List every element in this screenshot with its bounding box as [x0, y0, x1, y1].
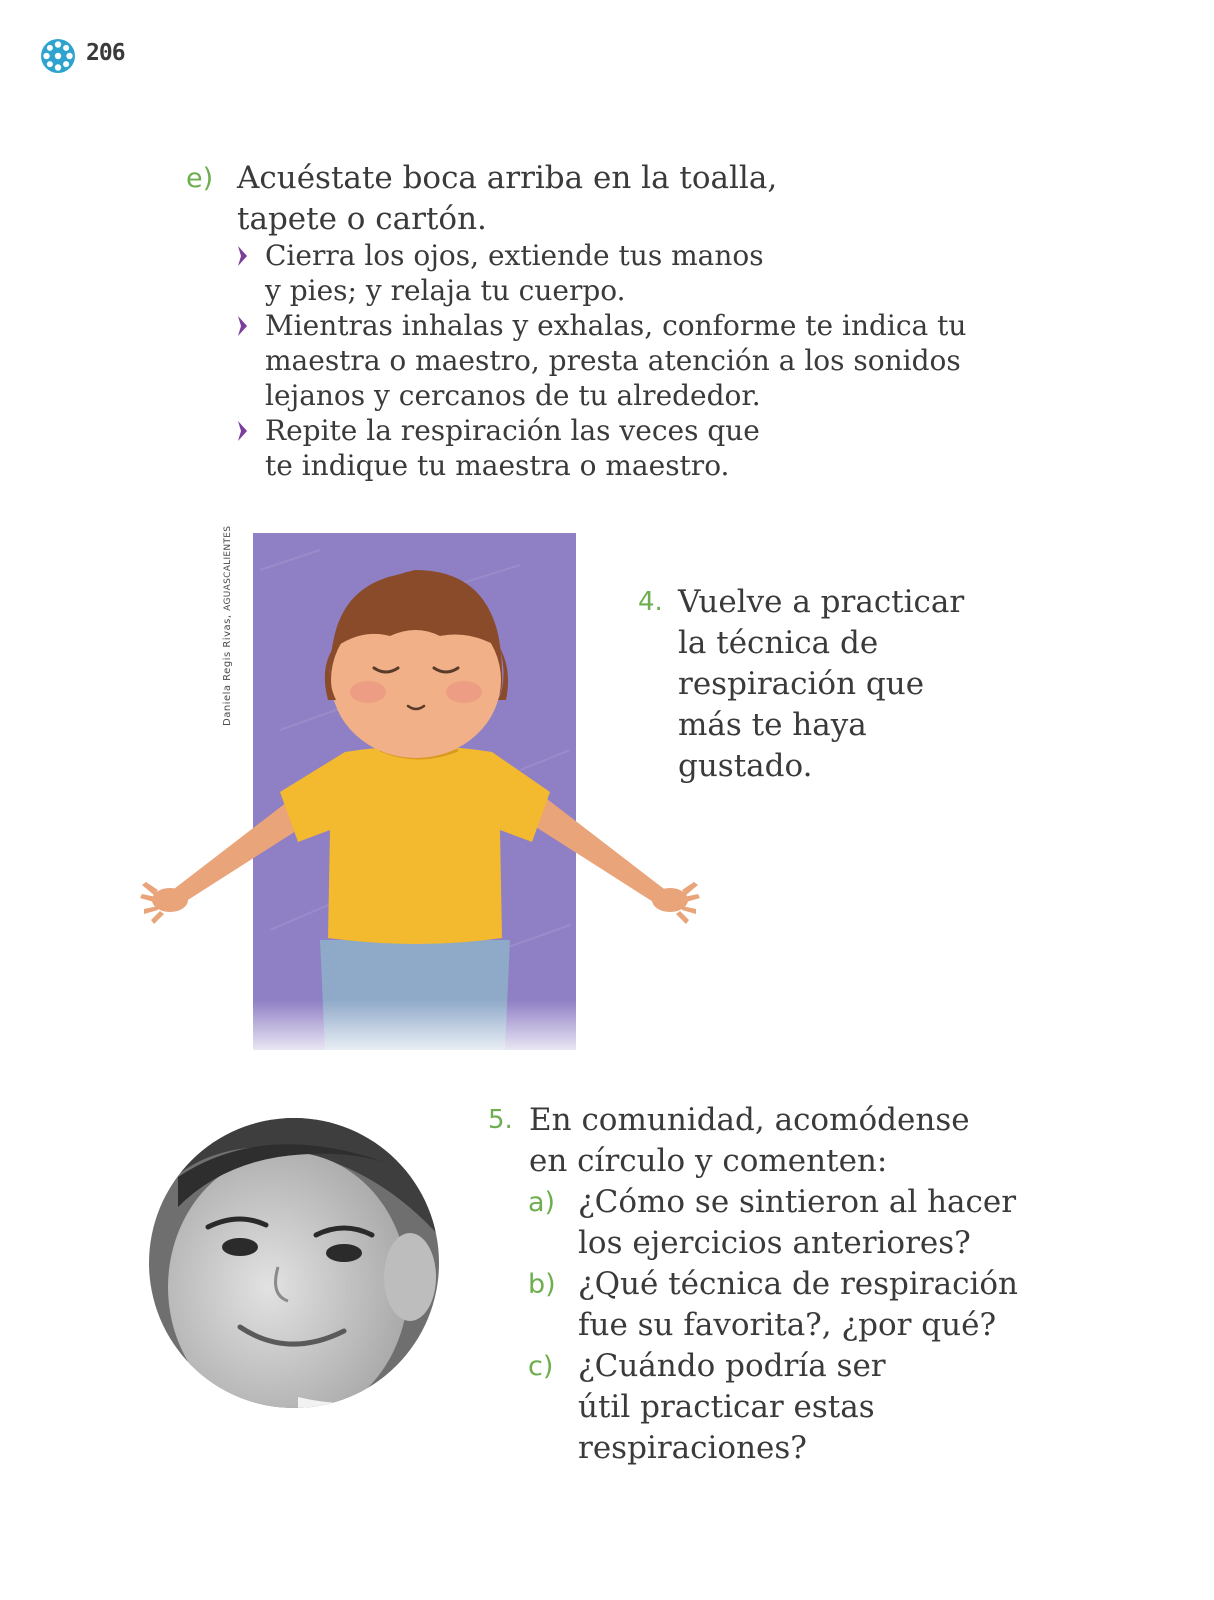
- ornament-flower-icon: [40, 38, 76, 74]
- step-4-line: respiración que: [678, 666, 925, 702]
- question-a: [528, 1182, 1088, 1264]
- credit-place: AGUASCALIENTES: [223, 525, 233, 611]
- question-line: útil practicar estas: [578, 1389, 875, 1425]
- question-line: fue su favorita?, ¿por qué?: [578, 1307, 997, 1343]
- step-4-line: gustado.: [678, 748, 813, 784]
- question-line: ¿Cómo se sintieron al hacer: [578, 1184, 1017, 1220]
- chevron-right-icon: [237, 315, 248, 337]
- bullet-line: Cierra los ojos, extiende tus manos: [265, 239, 764, 272]
- step-4-marker: 4.: [638, 587, 663, 617]
- question-b-marker: b): [528, 1269, 556, 1300]
- bullet-line: y pies; y relaja tu cuerpo.: [265, 274, 626, 307]
- question-line: respiraciones?: [578, 1430, 807, 1466]
- step-5: [488, 1100, 1108, 1182]
- question-c-marker: c): [528, 1351, 554, 1382]
- step-4-line: más te haya: [678, 707, 867, 743]
- bullet-line: lejanos y cercanos de tu alrededor.: [265, 379, 761, 412]
- step-5-line: En comunidad, acomódense: [529, 1102, 970, 1138]
- credit-name: Daniela Regis Rivas,: [222, 610, 233, 726]
- bullet-line: Mientras inhalas y exhalas, conforme te indica tu: [265, 309, 967, 342]
- child-lying-illustration: [140, 530, 700, 1070]
- step-e-line: tapete o cartón.: [237, 201, 487, 237]
- step-4: [638, 582, 998, 787]
- question-line: ¿Cuándo podría ser: [578, 1348, 886, 1384]
- step-5-line: en círculo y comenten:: [529, 1143, 888, 1179]
- bullet-line: te indique tu maestra o maestro.: [265, 449, 730, 482]
- step-4-line: Vuelve a practicar: [678, 584, 965, 620]
- question-b: [528, 1264, 1088, 1346]
- step-5-marker: 5.: [488, 1105, 513, 1135]
- page-number: 206: [86, 40, 125, 66]
- question-a-marker: a): [528, 1187, 556, 1218]
- bullet-line: maestra o maestro, presta atención a los sonidos: [265, 344, 961, 377]
- chevron-right-icon: [237, 420, 248, 442]
- bullet-item: [237, 413, 977, 483]
- question-c: [528, 1346, 1088, 1469]
- step-e-marker: e): [186, 163, 214, 194]
- bullet-item: [237, 308, 977, 413]
- bullet-line: Repite la respiración las veces que: [265, 414, 760, 447]
- step-e: [186, 158, 806, 240]
- chevron-right-icon: [237, 245, 248, 267]
- child-portrait-photo: [148, 1117, 440, 1409]
- question-line: ¿Qué técnica de respiración: [578, 1266, 1019, 1302]
- bullet-item: [237, 238, 977, 308]
- step-4-line: la técnica de: [678, 625, 879, 661]
- question-line: los ejercicios anteriores?: [578, 1225, 971, 1261]
- step-e-line: Acuéstate boca arriba en la toalla,: [237, 160, 778, 196]
